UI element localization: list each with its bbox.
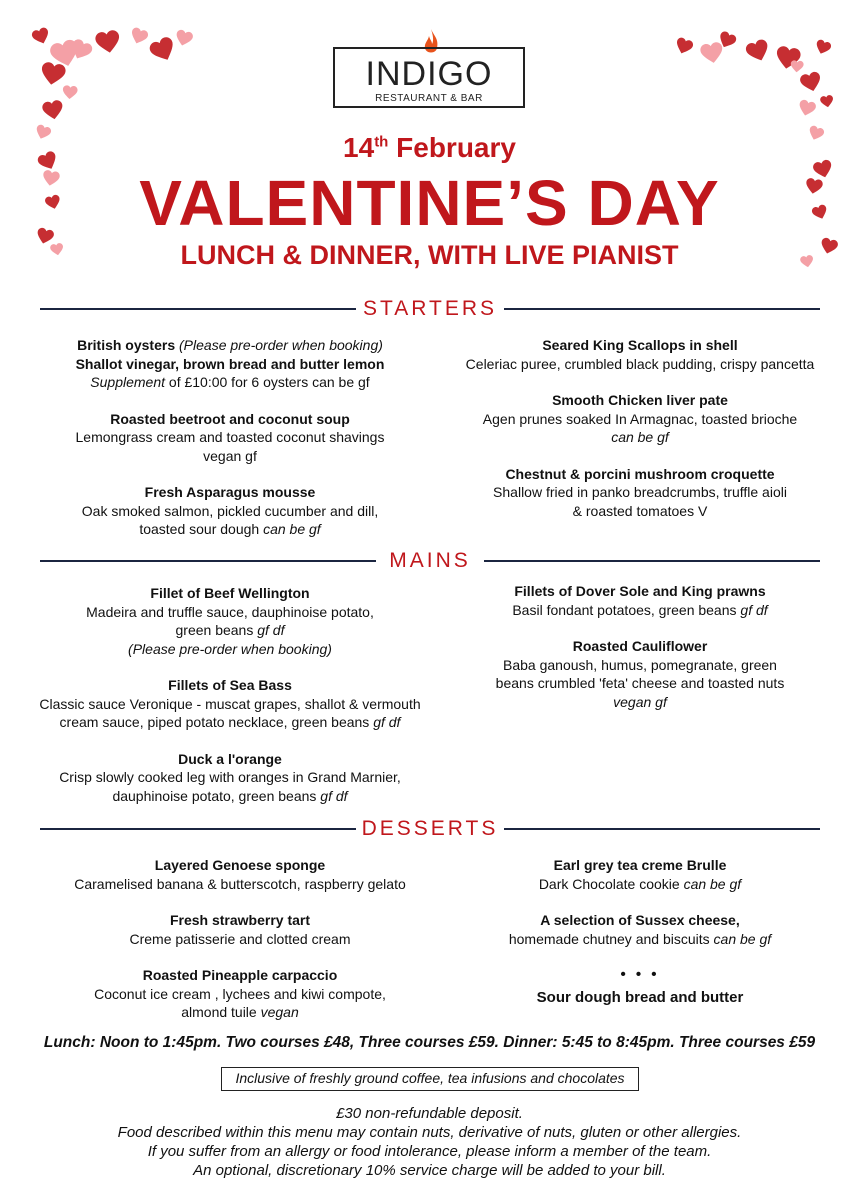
mains-left-column [30,584,430,823]
heart-icon [789,59,804,73]
heart-icon [743,37,773,66]
desserts-left-column [30,856,450,1040]
heart-icon [40,98,65,122]
heart-icon [673,35,696,57]
menu-item: Fillet of Beef Wellington Madeira and truffle sauce, dauphinoise potato, green beans gf df (Please pre-order when booking) [86,585,374,657]
starters-left-column [30,336,430,557]
menu-item: Layered Genoese sponge Caramelised banana & butterscotch, raspberry gelato [74,857,406,892]
menu-item: Fillets of Dover Sole and King prawns Basil fondant potatoes, green beans gf df [512,583,768,618]
menu-item: Fresh strawberry tart Creme patisserie and clotted cream [129,912,351,947]
starters-right-column [440,336,840,538]
menu-item: British oysters (Please pre-order when booking) Shallot vinegar, brown bread and butter lemon Supplement of £10:00 for 6 oysters can be gf [75,337,385,390]
page-title: VALENTINE’S DAY [139,167,720,239]
heart-icon [813,38,833,57]
event-date: 14th February [343,132,516,163]
heart-icon [819,94,835,109]
heart-icon [173,28,195,49]
menu-item: Chestnut & porcini mushroom croquette Shallow fried in panko breadcrumbs, truffle aioli & roasted tomatoes V [493,465,787,519]
menu-item: Smooth Chicken liver pate Agen prunes soaked In Armagnac, toasted brioche can be gf [482,392,798,445]
nuts-warning: Food described within this menu may contain nuts, derivative of nuts, gluten or other allergies. [117,1124,742,1141]
menu-item: Fillets of Sea Bass Classic sauce Veronique - muscat grapes, shallot & vermouth cream sauce, piped potato necklace, green beans gf df [39,677,421,730]
allergy-note: If you suffer from an allergy or food intolerance, please inform a member of the team. [147,1143,712,1160]
heart-icon [61,84,78,100]
restaurant-logo [333,47,525,108]
section-heading-desserts: DESSERTS [40,817,820,841]
deposit-note: £30 non-refundable deposit. [336,1105,523,1122]
menu-item: • • • Sour dough bread and butter [440,966,840,1007]
heart-icon [796,98,818,119]
inclusive-note: Inclusive of freshly ground coffee, tea infusions and chocolates [221,1067,639,1091]
menu-item: Roasted beetroot and coconut soup Lemongrass cream and toasted coconut shavings vegan gf [75,410,385,464]
heart-icon [93,28,123,56]
opening-hours-prices: Lunch: Noon to 1:45pm. Two courses £48, Three courses £59. Dinner: 5:45 to 8:45pm. Three courses £59 [43,1034,816,1051]
menu-item: Seared King Scallops in shell Celeriac puree, crumbled black pudding, crispy pancetta [465,337,815,372]
menu-item: Earl grey tea creme Brulle Dark Chocolate cookie can be gf [538,857,742,892]
section-heading-starters: STARTERS [40,297,820,321]
menu-item: Roasted Pineapple carpaccio Coconut ice cream , lychees and kiwi compote, almond tuile vegan [94,967,386,1020]
separator-dots: • • • [620,966,660,983]
service-charge-note: An optional, discretionary 10% service charge will be added to your bill. [193,1162,666,1179]
menu-item: Duck a l'orange Crisp slowly cooked leg with oranges in Grand Marnier, dauphinoise potato, green beans gf df [59,750,401,804]
page-subtitle: LUNCH & DINNER, WITH LIVE PIANIST [180,240,679,270]
desserts-right-column [440,856,840,1025]
logo-name: INDIGO [365,55,493,93]
menu-item: Fresh Asparagus mousse Oak smoked salmon, pickled cucumber and dill, toasted sour dough can be gf [81,484,379,537]
mains-right-column [440,582,840,729]
logo-subtitle: RESTAURANT & BAR [375,93,483,104]
menu-item: A selection of Sussex cheese, homemade chutney and biscuits can be gf [508,912,772,947]
menu-item: Roasted Cauliflower Baba ganoush, humus, pomegranate, green beans crumbled 'feta' cheese and toasted nuts vegan gf [495,638,785,710]
section-heading-mains: MAINS [40,549,820,573]
